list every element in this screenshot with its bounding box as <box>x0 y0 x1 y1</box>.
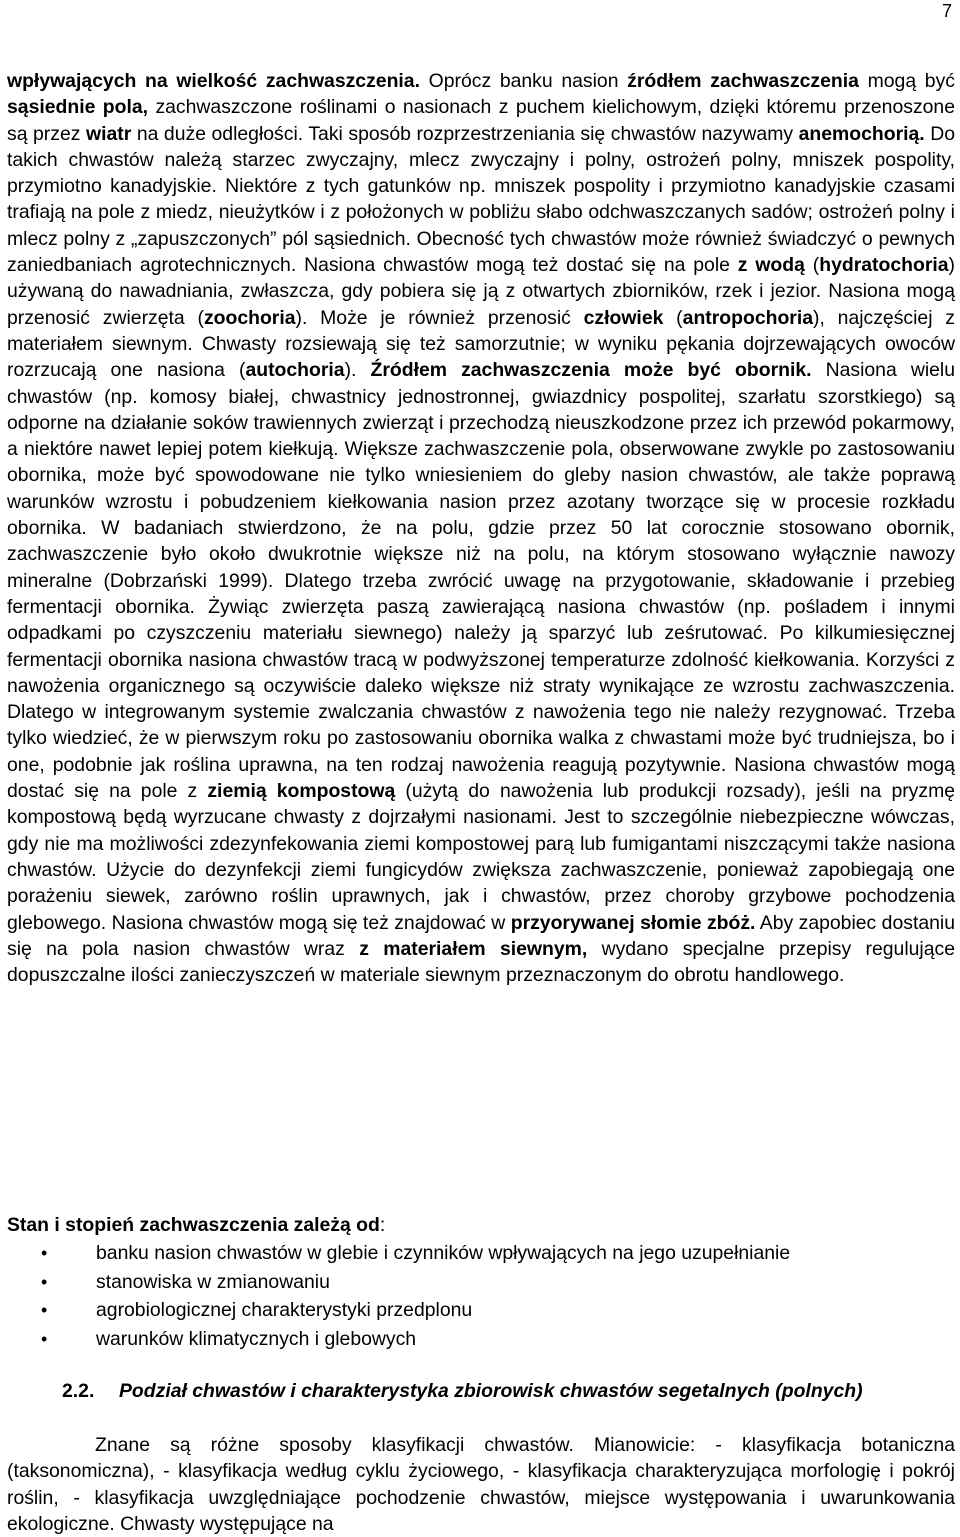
bold-text-segment: ziemią kompostową <box>207 780 396 803</box>
bold-text-segment: wiatr <box>86 122 132 145</box>
bold-text-segment: hydratochoria <box>819 254 949 277</box>
conditions-heading-text: Stan i stopień zachwaszczenia zależą od <box>7 1214 380 1236</box>
text-segment: Aby zapobiec dostaniu się na pola nasion chwastów wraz <box>7 911 955 960</box>
conditions-list <box>7 1239 955 1353</box>
text-segment: zachwaszczone roślinami o nasionach z puchem kielichowym, dzięki któremu przenoszone są przez <box>7 96 955 145</box>
section-heading <box>7 1378 955 1404</box>
bold-text-segment: wpływających na wielkość zachwaszczenia. <box>7 70 420 92</box>
conditions-heading-colon: : <box>379 1214 386 1236</box>
text-segment: Nasiona wielu chwastów (np. komosy białej, chwastnicy jednostronnej, gwiazdnicy pospolitej, szarłatu szorstkiego) są odporne na działanie soków trawiennych zwierząt i przechodzą nieuszkodzone przez ich przewód pokarmowy, a niektóre nawet lepiej potem kiełkują. Większe zachwaszczenie pola, obserwowane zwykle po zastosowaniu obornika, może być spowodowane nie tylko wniesieniem do gleby nasion chwastów, ale także poprawą warunków wzrostu i pobudzeniem kiełkowania nasion przez azotany tworzące się w procesie rozkładu obornika. W badaniach stwierdzono, że na polu, gdzie przez 50 lat corocznie stosowano obornik, zachwaszczenie było około dwukrotnie większe niż na polu, na którym stosowano wyłącznie nawozy mineralne (Dobrzański 1999). Dlatego trzeba zwrócić uwagę na przygotowanie, składowanie i przebieg fermentacji obornika. Żywiąc zwierzęta paszą zawierającą nasiona chwastów (np. pośladem i innymi odpadkami po czyszczeniu materiału siewnego) należy ją sparzyć lub ześrutować. Po kilkumiesięcznej fermentacji obornika nasiona chwastów tracą w podwyższonej temperaturze zdolność kiełkowania. Korzyści z nawożenia organicznego są oczywiście daleko większe niż straty wynikające ze wzrostu zachwaszczenia. Dlatego w integrowanym systemie zwalczania chwastów z nawożenia tego nie należy rezygnować. Trzeba tylko wiedzieć, że w pierwszym roku po zastosowaniu obornika walka z chwastami może być trudniejsza, bo i one, podobnie jak roślina uprawna, na ten rodzaj nawożenia reagują pozytywnie. Nasiona chwastów mogą dostać się na pole z <box>7 359 956 803</box>
text-segment: ), najczęściej z materiałem siewnym. Chwasty rozsiewają się też samorzutnie; w wyniku pękania dojrzewających owoców rozrzucają one nasiona ( <box>7 306 955 382</box>
text-segment: na duże odległości. Taki sposób rozprzestrzeniania się chwastów nazywamy <box>131 122 799 145</box>
bold-text-segment: autochoria <box>245 359 345 382</box>
text-segment: ( <box>804 254 820 277</box>
bold-text-segment: źródłem zachwaszczenia <box>627 70 859 92</box>
bold-text-segment: antropochoria <box>682 306 814 329</box>
bold-text-segment: sąsiednie pola, <box>7 96 149 119</box>
section-number: 2.2. <box>62 1380 95 1402</box>
text-segment: Do takich chwastów należą starzec zwyczajny, mlecz zwyczajny i polny, ostrożeń polny, mniszek pospolity, przymiotno kanadyjskie. Niektóre z tych gatunków np. mniszek pospolity i przymiotno kanadyjskie czasami trafiają na pole z miedz, nieużytków i z położonych w pobliżu słabo odchwaszczanych sadów; ostrożeń polny i mlecz polny z „zapuszczonych” pól sąsiednich. Obecność tych chwastów może również świadczyć o pewnych zaniedbaniach agrotechnicznych. Nasiona chwastów mogą też dostać się na pole <box>7 122 956 277</box>
bold-text-segment: anemochorią. <box>798 122 925 145</box>
list-item: • warunków klimatycznych i glebowych <box>7 1325 955 1354</box>
text-segment: (użytą do nawożenia lub produkcji rozsady), jeśli na pryzmę kompostową będą wyrzucane chwasty z dojrzałymi nasionami. Jest to szczególnie niebezpieczne wówczas, gdy nie ma możliwości zdezynfekowania ziemi kompostowej parą lub fumigantami niszczącymi także nasiona chwastów. Użycie do dezynfekcji ziemi fungicydów zwiększa zachwaszczenie, ponieważ zapobiegają one porażeniu siewek, zarówno roślin uprawnych, jak i chwastów, przez choroby grzybowe pochodzenia glebowego. Nasiona chwastów mogą się też znajdować w <box>7 780 956 934</box>
section-title: Podział chwastów i charakterystyka zbiorowisk chwastów segetalnych (polnych) <box>119 1380 863 1402</box>
bold-text-segment: człowiek <box>583 306 664 329</box>
text-segment: mogą być <box>858 70 955 92</box>
list-item: • stanowiska w zmianowaniu <box>7 1268 955 1297</box>
bold-text-segment: z wodą <box>737 254 805 277</box>
classification-paragraph: Znane są różne sposoby klasyfikacji chwastów. Mianowicie: - klasyfikacja botaniczna (taksonomiczna), - klasyfikacja według cyklu życiowego, - klasyfikacja charakteryzująca morfologię i pokrój roślin, - klasyfikacja uwzględniające pochodzenie chwastów, miejsce występowania i uwarunkowania ekologiczne. Chwasty występujące na <box>7 1434 955 1535</box>
text-segment: Oprócz banku nasion <box>419 70 628 92</box>
text-segment: ) używaną do nawadniania, zwłaszcza, gdy pobiera się ją z otwartych zbiorników, rzek i jezior. Nasiona mogą przenosić zwierzęta ( <box>7 254 955 329</box>
list-item: • agrobiologicznej charakterystyki przedplonu <box>7 1296 955 1325</box>
text-segment: ). <box>344 359 371 382</box>
conditions-heading <box>7 1212 385 1238</box>
bold-text-segment: przyorywanej słomie zbóż. <box>510 911 756 934</box>
text-segment: ). Może je również przenosić <box>295 306 584 329</box>
list-item: • banku nasion chwastów w glebie i czynników wpływających na jego uzupełnianie <box>7 1239 955 1268</box>
page-number: 7 <box>941 1 952 21</box>
bold-text-segment: z materiałem siewnym, <box>359 937 588 960</box>
bold-text-segment: zoochoria <box>203 306 296 329</box>
text-segment: wydano specjalne przepisy regulujące dopuszczalne ilości zanieczyszczeń w materiale siewnym przeznaczonym do obrotu handlowego. <box>7 937 955 987</box>
main-paragraph <box>7 68 955 988</box>
text-segment: ( <box>663 306 683 329</box>
bold-text-segment: Źródłem zachwaszczenia może być obornik. <box>370 359 812 382</box>
